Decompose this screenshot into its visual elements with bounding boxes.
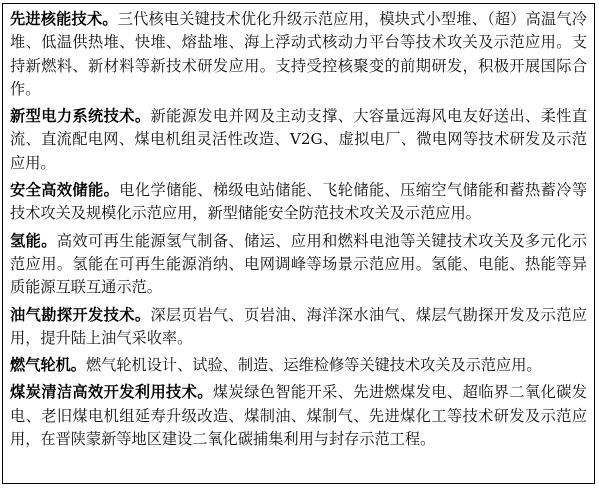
section-new-power-system <box>10 105 587 175</box>
section-title: 新型电力系统技术。 <box>10 107 151 126</box>
section-body: 燃气轮机设计、试验、制造、运维检修等关键技术攻关及示范应用。 <box>85 356 542 375</box>
section-hydrogen <box>10 230 587 300</box>
section-body: 新能源发电并网及主动支撑、大容量远海风电友好送出、柔性直流、直流配电网、煤电机组灵活性改造、V2G、虚拟电厂、微电网等技术研发及示范应用。 <box>10 107 588 172</box>
section-oil-gas <box>10 304 587 351</box>
section-body: 三代核电关键技术优化升级示范应用，模块式小型堆、（超）高温气冷堆、低温供热堆、快堆、熔盐堆、海上浮动式核动力平台等技术攻关及示范应用。支持新燃料、新材料等新技术研发应用。支持受控核聚变的前期研发，积极开展国际合作。 <box>10 10 588 98</box>
section-title: 安全高效储能。 <box>10 181 120 200</box>
section-advanced-nuclear <box>10 8 587 101</box>
section-clean-coal <box>10 381 587 451</box>
section-body: 高效可再生能源氢气制备、储运、应用和燃料电池等关键技术攻关及多元化示范应用。氢能在可再生能源消纳、电网调峰等场景示范应用。氢能、电能、热能等异质能源互联互通示范。 <box>10 231 588 297</box>
section-title: 燃气轮机。 <box>10 356 86 375</box>
section-body: 电化学储能、梯级电站储能、飞轮储能、压缩空气储能和蓄热蓄冷等技术攻关及规模化示范应用，新型储能安全防范技术攻关及示范应用。 <box>10 181 588 223</box>
section-gas-turbine <box>10 354 587 377</box>
section-body: 深层页岩气、页岩油、海洋深水油气、煤层气勘探开发及示范应用，提升陆上油气采收率。 <box>10 305 588 347</box>
section-body: 煤炭绿色智能开采、先进燃煤发电、超临界二氧化碳发电、老旧煤电机组延寿升级改造、煤制油、煤制气、先进煤化工等技术研发及示范应用，在晋陕蒙新等地区建设二氧化碳捕集利用与封存示范工程。 <box>10 383 588 449</box>
text-box <box>2 3 595 484</box>
section-title: 氢能。 <box>10 231 57 250</box>
section-title: 先进核能技术。 <box>10 10 118 28</box>
section-energy-storage <box>10 179 587 226</box>
section-title: 油气勘探开发技术。 <box>10 305 151 324</box>
section-title: 煤炭清洁高效开发利用技术。 <box>10 383 213 402</box>
